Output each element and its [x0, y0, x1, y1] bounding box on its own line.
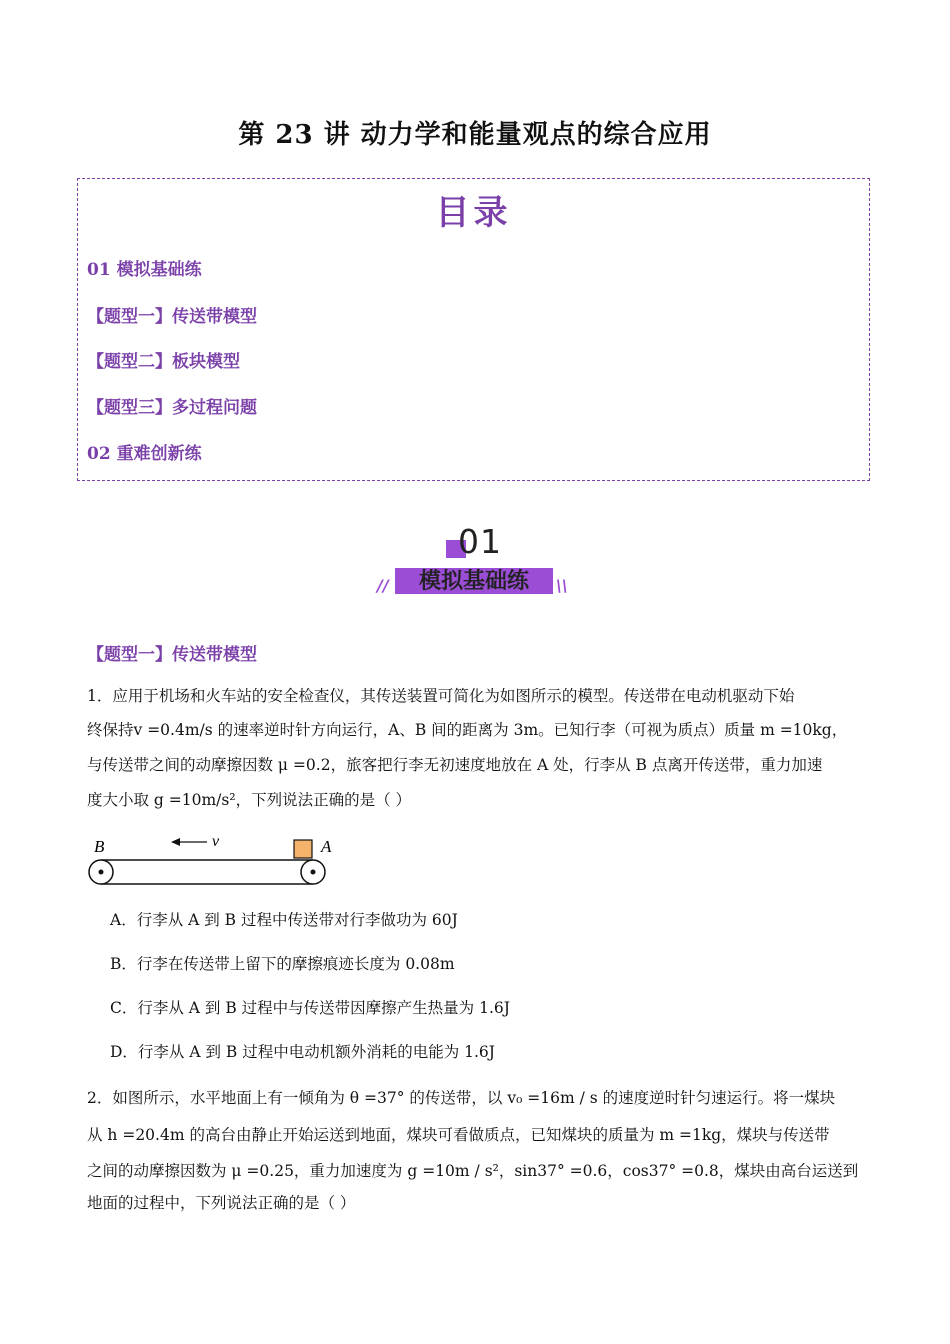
toc-item-type-three[interactable]: 【题型三】多过程问题	[87, 398, 257, 418]
question-1-line-1: 1．应用于机场和火车站的安全检查仪，其传送装置可简化为如图所示的模型。传送带在电动机驱动下始	[87, 687, 795, 705]
luggage-block	[294, 840, 312, 858]
toc-item-type-two[interactable]: 【题型二】板块模型	[87, 352, 240, 372]
toc-heading: 目录	[435, 193, 512, 233]
option-b[interactable]: B．行李在传送带上留下的摩擦痕迹长度为 0.08m	[110, 955, 455, 973]
figure-label-v: v	[212, 833, 220, 850]
q1-line2-part-a: 终保持	[87, 721, 134, 739]
question-2-line-1: 2．如图所示，水平地面上有一倾角为 θ =37° 的传送带，以 v₀ =16m / s 的速度逆时针匀速运行。将一煤块	[87, 1089, 836, 1107]
option-c[interactable]: C．行李从 A 到 B 过程中与传送带因摩擦产生热量为 1.6J	[110, 999, 510, 1017]
page-title: 第 23 讲 动力学和能量观点的综合应用	[238, 120, 712, 150]
toc-item-innovation-practice[interactable]: 02 重难创新练	[87, 444, 202, 464]
section-number: 01	[458, 522, 502, 561]
toc-item-type-one[interactable]: 【题型一】传送带模型	[87, 307, 257, 327]
conveyor-belt-figure	[85, 828, 340, 892]
q1-line2-part-c: A、B 间的距离为 3m。已知行李（可视为质点）质量 m =10kg，	[388, 721, 848, 739]
section-label: 模拟基础练	[418, 569, 529, 594]
table-of-contents	[77, 178, 870, 481]
question-1-line-3: 与传送带之间的动摩擦因数 μ =0.2，旅客把行李无初速度地放在 A 处，行李从 B 点离开传送带，重力加速	[87, 756, 823, 774]
question-1-line-2	[87, 713, 867, 748]
question-2-line-2: 从 h =20.4m 的高台由静止开始运送到地面，煤块可看做质点，已知煤块的质量为 m =1kg，煤块与传送带	[87, 1126, 830, 1144]
type-heading: 【题型一】传送带模型	[87, 645, 257, 665]
option-d[interactable]: D．行李从 A 到 B 过程中电动机额外消耗的电能为 1.6J	[110, 1043, 496, 1061]
toc-item-basic-practice[interactable]: 01 模拟基础练	[87, 260, 202, 280]
option-a[interactable]: A．行李从 A 到 B 过程中传送带对行李做功为 60J	[110, 911, 458, 929]
q1-line2-part-b: v =0.4m/s 的速率逆时针方向运行，	[133, 721, 389, 739]
figure-label-a: A	[321, 837, 332, 856]
slash-decoration-right: \\	[556, 576, 568, 595]
slash-decoration-left: //	[377, 576, 389, 595]
question-2-line-3: 之间的动摩擦因数为 μ =0.25，重力加速度为 g =10m / s²，sin37° =0.6，cos37° =0.8，煤块由高台运送到	[87, 1162, 859, 1180]
figure-label-b: B	[94, 837, 105, 856]
question-2-line-4: 地面的过程中，下列说法正确的是（ ）	[87, 1194, 356, 1212]
question-1-line-4: 度大小取 g =10m/s²，下列说法正确的是（ ）	[87, 791, 412, 809]
